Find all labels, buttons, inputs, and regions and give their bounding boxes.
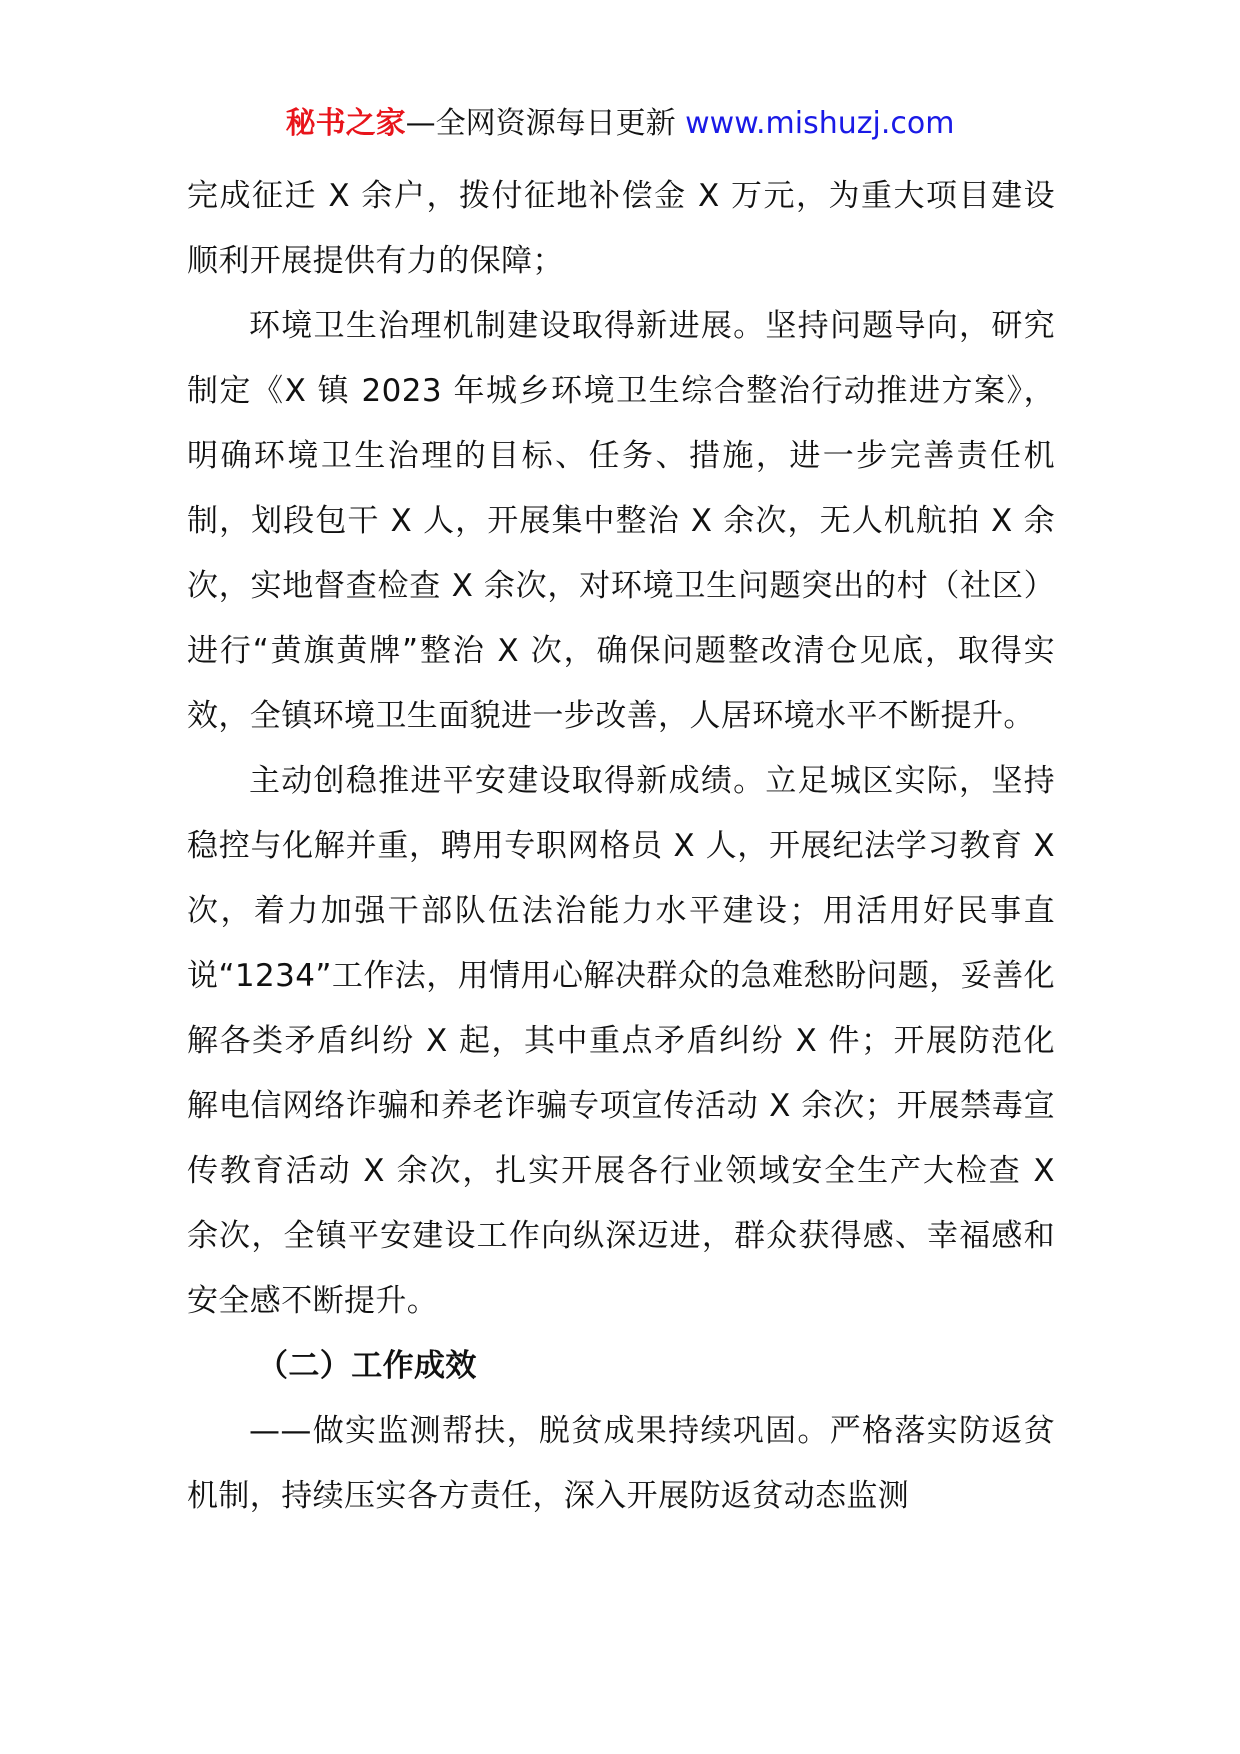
paragraph-safety-construction: 主动创稳推进平安建设取得新成绩。立足城区实际，坚持稳控与化解并重，聘用专职网格员 X 人，开展纪法学习教育 X 次，着力加强干部队伍法治能力水平建设；用活用好民事直说“1234”工作法，用情用心解决群众的急难愁盼问题，妥善化解各类矛盾纠纷 X 起，其中重点矛盾纠纷 X 件；开展防范化解电信网络诈骗和养老诈骗专项宣传活动 X 余次；开展禁毒宣传教育活动 X 余次，扎实开展各行业领域安全生产大检查 X 余次，全镇平安建设工作向纵深迈进，群众获得感、幸福感和安全感不断提升。 [187,763,1055,1319]
document-body [187,164,1055,1529]
brand-name: 秘书之家 [285,106,406,141]
section-subheading: （二）工作成效 [257,1348,477,1384]
site-url[interactable]: www.mishuzj.com [685,106,955,141]
paragraph-continuation: 完成征迁 X 余户，拨付征地补偿金 X 万元，为重大项目建设顺利开展提供有力的保障； [187,178,1055,279]
paragraph-poverty-monitoring: ——做实监测帮扶，脱贫成果持续巩固。严格落实防返贫机制，持续压实各方责任，深入开展防返贫动态监测 [187,1413,1055,1514]
page-header [0,98,1240,150]
header-tagline: —全网资源每日更新 [405,106,686,141]
paragraph-environment-sanitation: 环境卫生治理机制建设取得新进展。坚持问题导向，研究制定《X 镇 2023 年城乡环境卫生综合整治行动推进方案》，明确环境卫生治理的目标、任务、措施，进一步完善责任机制，划段包干 X 人，开展集中整治 X 余次，无人机航拍 X 余次，实地督查检查 X 余次，对环境卫生问题突出的村（社区）进行“黄旗黄牌”整治 X 次，确保问题整改清仓见底，取得实效，全镇环境卫生面貌进一步改善，人居环境水平不断提升。 [187,308,1055,734]
